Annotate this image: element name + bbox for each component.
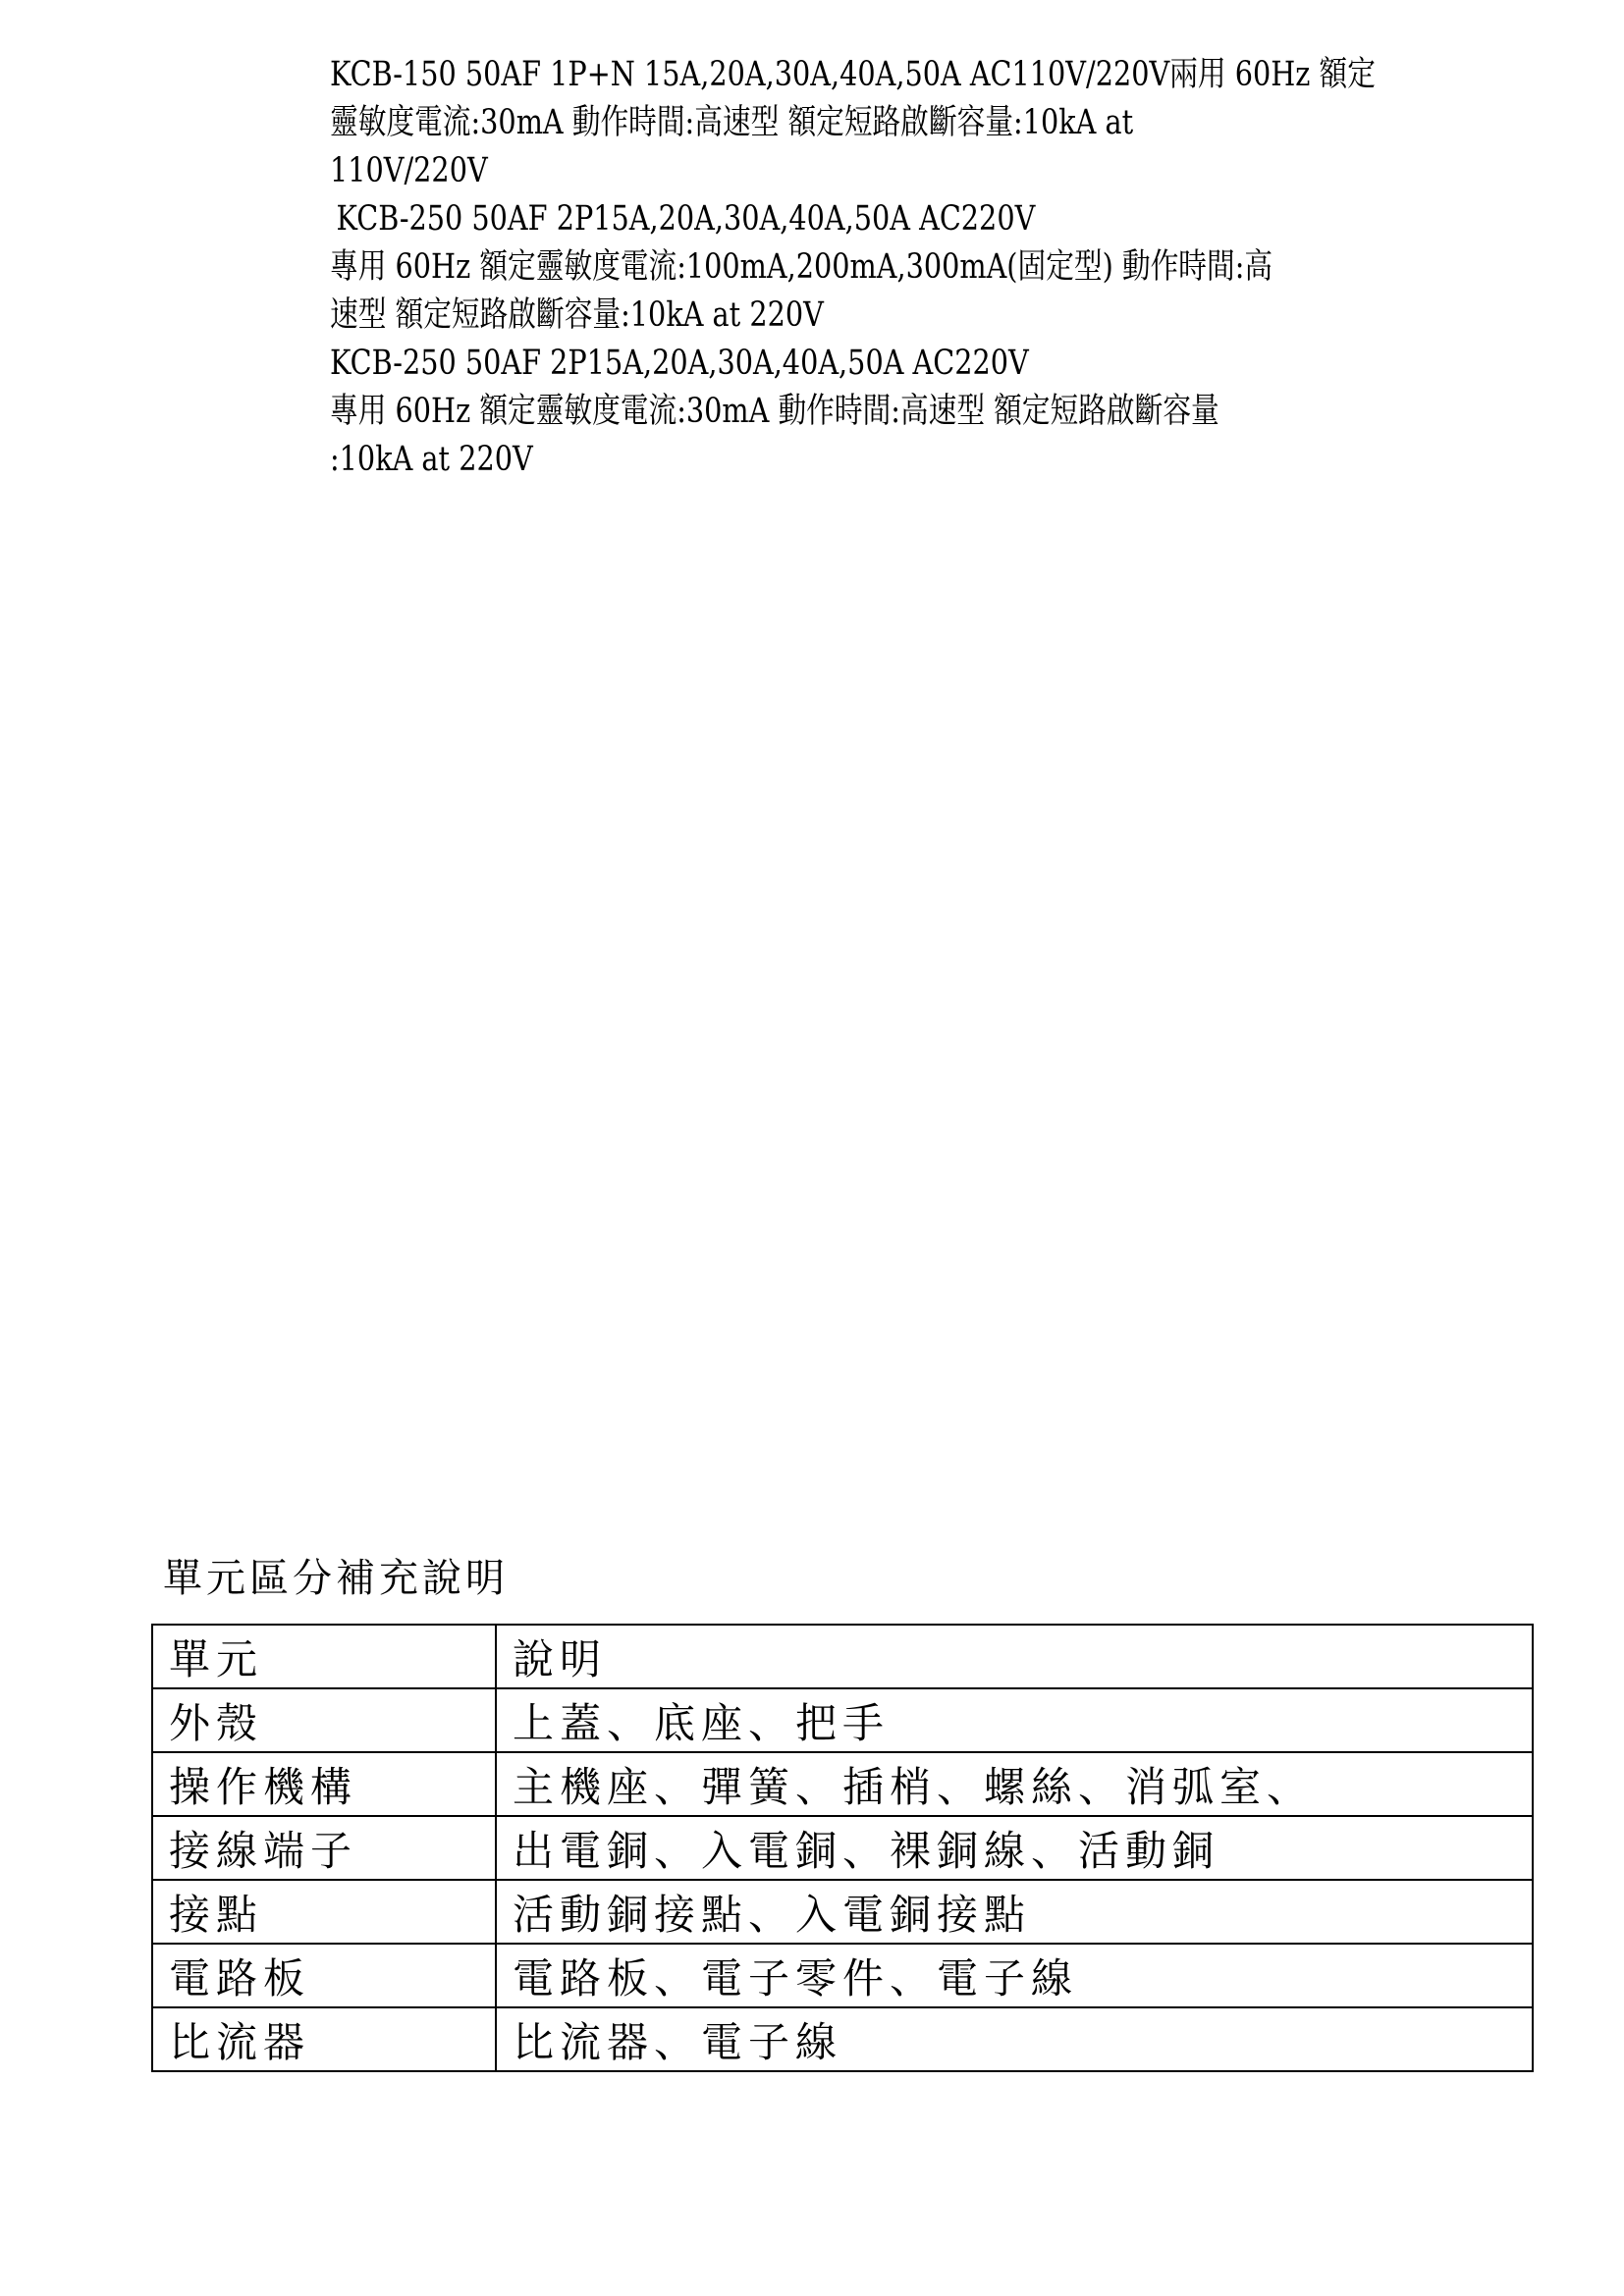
unit-cell: 外殼 (152, 1688, 496, 1752)
unit-table (151, 1624, 1534, 2072)
table-row (152, 2007, 1533, 2071)
description-cell: 上蓋、底座、把手 (496, 1688, 1533, 1752)
table-caption: 單元區分補充說明 (163, 1556, 509, 1601)
spec-line: KCB-150 50AF 1P+N 15A,20A,30A,40A,50A AC110V/220V兩用 60Hz 額定 (330, 55, 1376, 94)
header-cell-unit: 單元 (152, 1625, 496, 1688)
description-cell: 主機座、彈簧、插梢、螺絲、消弧室、 (496, 1752, 1533, 1816)
description-cell: 比流器、電子線 (496, 2007, 1533, 2071)
unit-cell: 比流器 (152, 2007, 496, 2071)
spec-line: 靈敏度電流:30mA 動作時間:高速型 額定短路啟斷容量:10kA at (330, 103, 1134, 142)
table-row (152, 1688, 1533, 1752)
unit-cell: 接線端子 (152, 1816, 496, 1880)
spec-line: 速型 額定短路啟斷容量:10kA at 220V (330, 295, 824, 335)
table-row (152, 1752, 1533, 1816)
table-row (152, 1880, 1533, 1944)
description-cell: 電路板、電子零件、電子線 (496, 1944, 1533, 2007)
unit-cell: 操作機構 (152, 1752, 496, 1816)
spec-line: 專用 60Hz 額定靈敏度電流:100mA,200mA,300mA(固定型) 動作時間:高 (330, 247, 1273, 287)
table-header-row (152, 1625, 1533, 1688)
table-row (152, 1816, 1533, 1880)
unit-cell: 電路板 (152, 1944, 496, 2007)
spec-line: :10kA at 220V (330, 440, 533, 479)
description-cell: 活動銅接點、入電銅接點 (496, 1880, 1533, 1944)
description-cell: 出電銅、入電銅、裸銅線、活動銅 (496, 1816, 1533, 1880)
header-cell-description: 說明 (496, 1625, 1533, 1688)
spec-line: KCB-250 50AF 2P15A,20A,30A,40A,50A AC220V (336, 199, 1036, 239)
table-row (152, 1944, 1533, 2007)
spec-line: 專用 60Hz 額定靈敏度電流:30mA 動作時間:高速型 額定短路啟斷容量 (330, 392, 1219, 431)
spec-text-block (330, 51, 1577, 484)
spec-line: 110V/220V (330, 151, 488, 190)
unit-cell: 接點 (152, 1880, 496, 1944)
spec-line: KCB-250 50AF 2P15A,20A,30A,40A,50A AC220V (330, 344, 1029, 383)
